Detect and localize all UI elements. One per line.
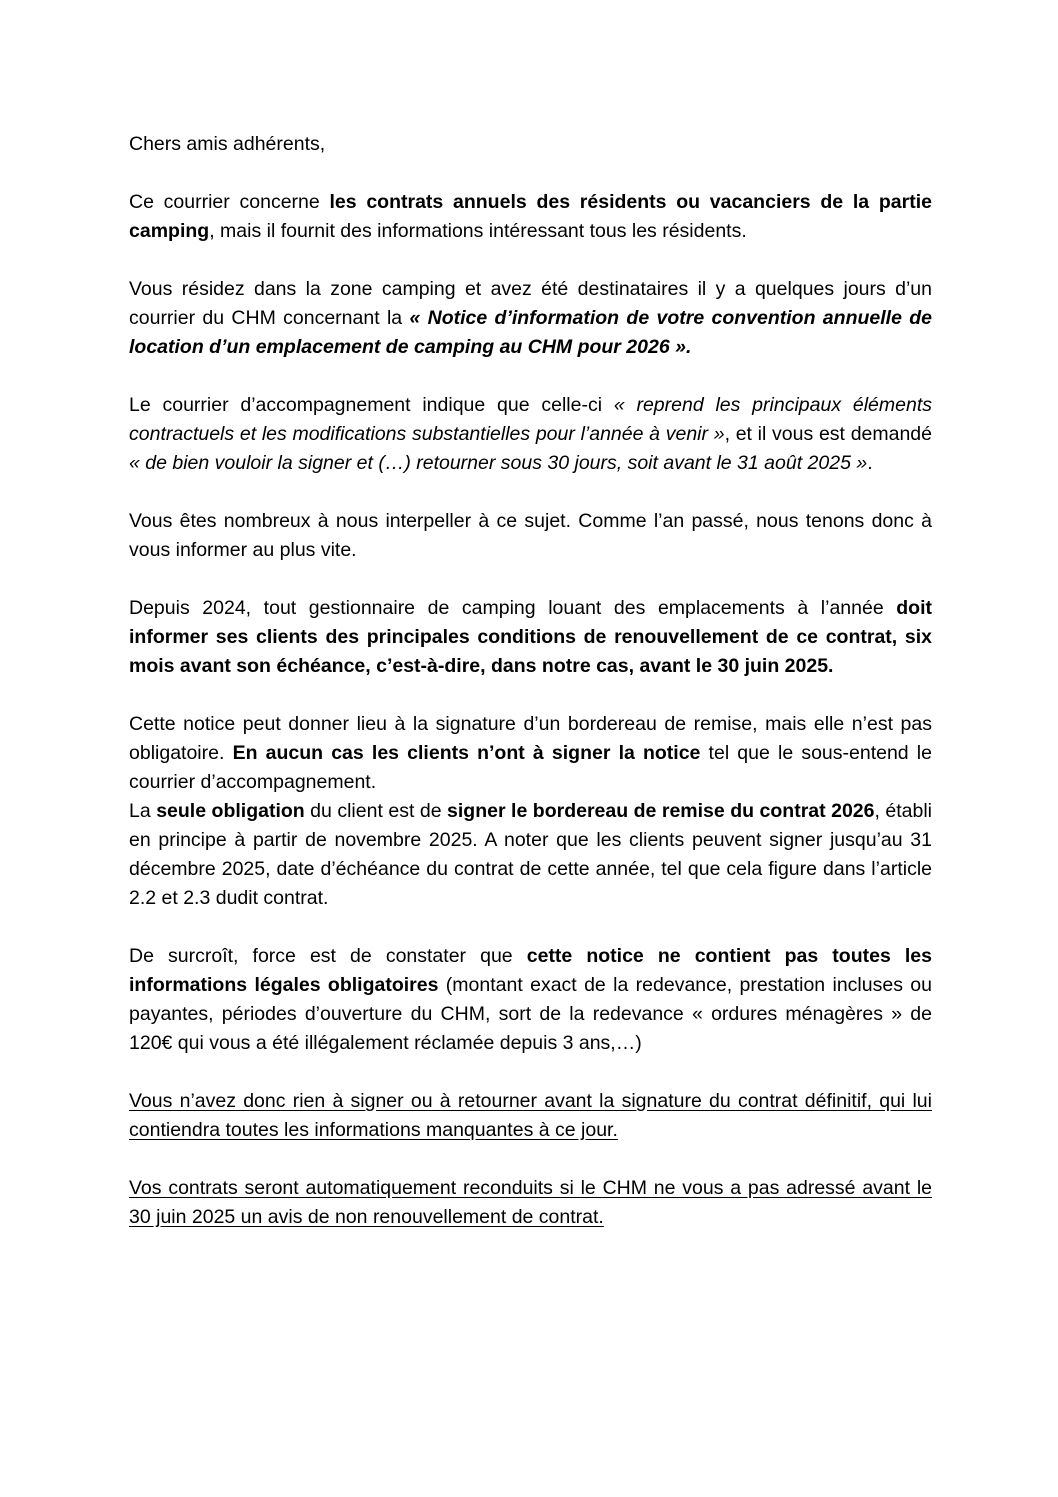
- paragraph-missing-information: [129, 942, 932, 1058]
- paragraph-notice-received: [129, 275, 932, 362]
- paragraph-inform-quickly: [129, 507, 932, 565]
- text: , mais il fournit des informations intéressant tous les résidents.: [209, 220, 747, 242]
- paragraph-notice-not-mandatory: [129, 710, 932, 797]
- paragraph-cover-letter: [129, 391, 932, 478]
- text: Cette notice peut donner lieu à la signature d’un bordereau de remise, mais elle n’est pas obligatoire.: [129, 713, 932, 764]
- text: Le courrier d’accompagnement indique que celle-ci: [129, 394, 614, 416]
- letter-body: [129, 130, 932, 1261]
- bold-italic-text: « Notice d’information de votre convention annuelle de location d’un emplacement de camping au CHM pour 2026 ».: [129, 307, 932, 358]
- bold-text: cette notice ne contient pas toutes les informations légales obligatoires: [129, 945, 932, 996]
- text: Vous résidez dans la zone camping et avez été destinataires il y a quelques jours d’un courrier du CHM concernant la: [129, 278, 932, 329]
- paragraph-contracts-scope: [129, 188, 932, 246]
- greeting-text: Chers amis adhérents,: [129, 133, 326, 155]
- paragraph-only-obligation: [129, 797, 932, 913]
- italic-quote: « de bien vouloir la signer et (…) retourner sous 30 jours, soit avant le 31 août 2025 »: [129, 452, 868, 474]
- text: , et il vous est demandé: [724, 423, 933, 445]
- paragraph-nothing-to-sign: [129, 1087, 932, 1145]
- text: (montant exact de la redevance, prestation incluses ou payantes, périodes d’ouverture du CHM, sort de la redevance « ordures ménagères » de 120€ qui vous a été illégalement réclamée depuis 3 ans,…): [129, 974, 932, 1054]
- paragraph-legal-obligation: [129, 594, 932, 681]
- text: .: [867, 452, 873, 474]
- underlined-text: Vos contrats seront automatiquement reconduits si le CHM ne vous a pas adressé avant le 30 juin 2025 un avis de non renouvellement de contrat.: [129, 1177, 932, 1228]
- paragraph-automatic-renewal: [129, 1174, 932, 1232]
- greeting: [129, 130, 932, 159]
- bold-text: les contrats annuels des résidents ou vacanciers de la partie camping: [129, 191, 932, 242]
- text: Depuis 2024, tout gestionnaire de camping louant des emplacements à l’année: [129, 597, 897, 619]
- bold-text: En aucun cas les clients n’ont à signer la notice: [232, 742, 701, 764]
- text: La: [129, 800, 157, 822]
- text: , établi en principe à partir de novembre 2025. A noter que les clients peuvent signer jusqu’au 31 décembre 2025, date d’échéance du contrat de cette année, tel que cela figure dans l’article 2.2 et 2.3 dudit contrat.: [129, 800, 933, 909]
- text: Vous êtes nombreux à nous interpeller à ce sujet. Comme l’an passé, nous tenons donc à vous informer au plus vite.: [129, 510, 932, 561]
- underlined-text: Vous n’avez donc rien à signer ou à retourner avant la signature du contrat définitif, qui lui contiendra toutes les informations manquantes à ce jour.: [129, 1090, 932, 1141]
- bold-text: seule obligation: [156, 800, 305, 822]
- italic-quote: « reprend les principaux éléments contractuels et les modifications substantielles pour l’année à venir »: [129, 394, 932, 445]
- text: De surcroît, force est de constater que: [129, 945, 527, 967]
- text: tel que le sous-entend le courrier d’accompagnement.: [129, 742, 932, 793]
- bold-text: signer le bordereau de remise du contrat 2026: [447, 800, 875, 822]
- text: du client est de: [304, 800, 448, 822]
- bold-text: doit informer ses clients des principales conditions de renouvellement de ce contrat, six mois avant son échéance, c’est-à-dire, dans notre cas, avant le 30 juin 2025.: [129, 597, 932, 677]
- text: Ce courrier concerne: [129, 191, 330, 213]
